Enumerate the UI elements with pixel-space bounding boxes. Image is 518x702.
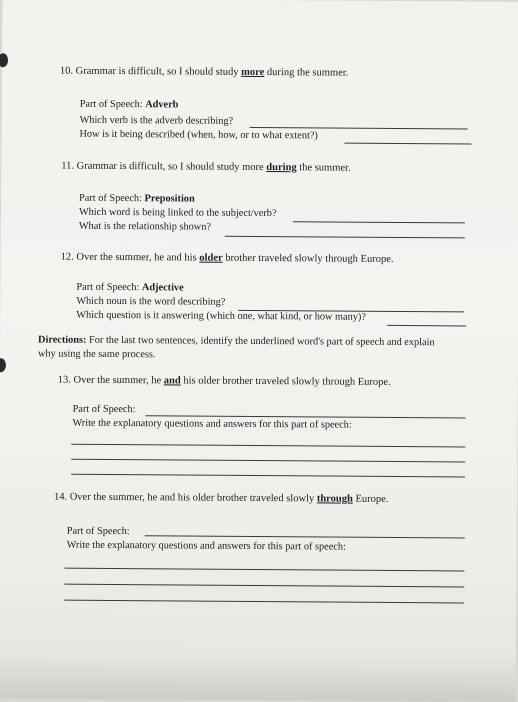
answer-line[interactable]: [71, 474, 465, 478]
question-13: [58, 375, 391, 389]
answer-line[interactable]: [387, 325, 466, 327]
prompt-relationship: What is the relationship shown?: [78, 220, 212, 233]
question-12: [61, 252, 394, 266]
directions-text: For the last two sentences, identify the underlined word's part of speech and explain: [89, 334, 435, 349]
prompt-which-verb: Which verb is the adverb describing?: [79, 114, 234, 127]
question-14: [54, 492, 389, 506]
question-text: Over the summer, he and his: [76, 251, 197, 264]
question-text: his older brother traveled slowly through Europe.: [183, 375, 391, 388]
prompt-which-noun: Which noun is the word describing?: [76, 295, 226, 308]
question-text: Grammar is difficult, so I should study more: [76, 160, 264, 174]
explain-prompt: Write the explanatory questions and answers for this part of speech:: [66, 539, 346, 553]
part-of-speech-line: [76, 282, 183, 295]
question-text: during the summer.: [266, 67, 349, 79]
pos-answer: Adverb: [145, 99, 179, 111]
question-text: Over the summer, he and his older brother traveled slowly: [69, 491, 315, 505]
directions-text-2: why using the same process.: [37, 348, 156, 361]
underlined-word: through: [316, 493, 353, 505]
answer-line[interactable]: [225, 236, 465, 239]
pos-answer: Adjective: [141, 282, 184, 294]
answer-line[interactable]: [64, 600, 464, 604]
answer-line[interactable]: [145, 535, 465, 538]
question-10: [60, 66, 348, 80]
underlined-word: and: [163, 375, 181, 387]
underlined-word: more: [241, 66, 265, 79]
question-number: 13.: [57, 374, 71, 386]
binder-hole: [0, 358, 6, 372]
question-text: the summer.: [299, 162, 351, 174]
question-number: 10.: [59, 65, 74, 77]
question-number: 14.: [53, 491, 68, 503]
answer-line[interactable]: [64, 584, 464, 588]
answer-line[interactable]: [64, 568, 464, 572]
pos-label: Part of Speech:: [79, 192, 143, 205]
part-of-speech-prompt: Part of Speech:: [72, 403, 136, 416]
directions: [38, 334, 435, 349]
question-text: Grammar is difficult, so I should study: [75, 65, 239, 78]
answer-line[interactable]: [293, 221, 465, 223]
answer-line[interactable]: [71, 459, 465, 463]
binder-hole: [0, 53, 8, 67]
part-of-speech-line: [80, 99, 179, 112]
answer-line[interactable]: [250, 127, 468, 130]
question-text: Europe.: [355, 493, 389, 505]
directions-label: Directions:: [38, 334, 87, 346]
underlined-word: during: [266, 162, 297, 174]
question-text: brother traveled slowly through Europe.: [225, 252, 394, 265]
explain-prompt: Write the explanatory questions and answers for this part of speech:: [72, 417, 352, 431]
question-number: 12.: [60, 251, 74, 263]
prompt-which-word-linked: Which word is being linked to the subject/verb?: [78, 206, 277, 220]
prompt-how-described: How is it being described (when, how, or to what extent?): [79, 128, 318, 142]
pos-label: Part of Speech:: [76, 281, 140, 294]
prompt-which-question: Which question is it answering (which one, what kind, or how many)?: [76, 309, 366, 323]
part-of-speech-prompt: Part of Speech:: [66, 525, 130, 538]
answer-line[interactable]: [71, 444, 465, 448]
question-number: 11.: [61, 160, 75, 172]
part-of-speech-line: [79, 193, 195, 206]
question-text: Over the summer, he: [73, 374, 162, 387]
question-11: [61, 161, 350, 175]
pos-answer: Preposition: [144, 193, 195, 205]
answer-line[interactable]: [344, 143, 471, 145]
page-shadow: [0, 653, 516, 702]
pos-label: Part of Speech:: [79, 98, 143, 111]
underlined-word: older: [199, 252, 223, 264]
